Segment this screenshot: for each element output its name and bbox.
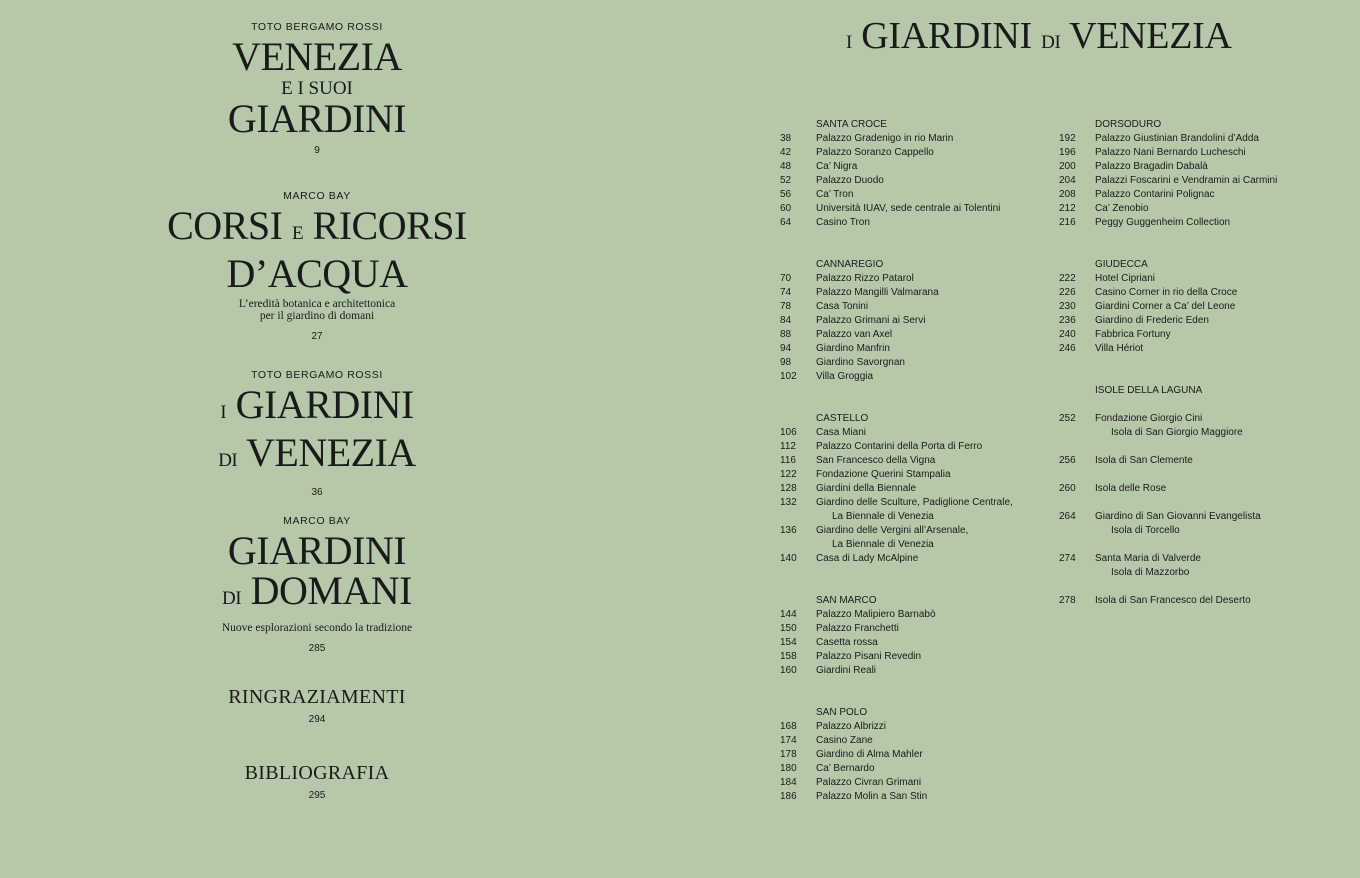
- entry-subtitle: La Biennale di Venezia: [832, 539, 934, 550]
- entry-page-number: 48: [780, 161, 792, 172]
- entry-page-number: 74: [780, 287, 792, 298]
- toc-entry[interactable]: [780, 202, 1050, 216]
- entry-name: Palazzo Rizzo Patarol: [816, 273, 914, 284]
- entry-page-number: 184: [780, 777, 797, 788]
- entry-name: Casa Miani: [816, 427, 867, 438]
- entry-page-number: 252: [1059, 413, 1076, 424]
- entry-wrapper: [816, 636, 1050, 650]
- toc-entry[interactable]: [780, 314, 1050, 328]
- entry-page-number: 154: [780, 637, 797, 648]
- toc-entry[interactable]: [780, 300, 1050, 314]
- toc-entry[interactable]: [1059, 412, 1359, 440]
- toc-entry[interactable]: [1059, 342, 1359, 356]
- entry-name: Palazzo Contarini Polignac: [1095, 189, 1215, 200]
- entry-page-number: 94: [780, 343, 792, 354]
- entry-name: Casa Tonini: [816, 301, 869, 312]
- entry-page-number: 78: [780, 301, 792, 312]
- page-number: 36: [311, 487, 323, 498]
- entry-wrapper: [816, 286, 1050, 300]
- entry-page-number: 136: [780, 525, 797, 536]
- district-group: [780, 412, 1050, 566]
- toc-section-giardini-domani[interactable]: [0, 515, 634, 654]
- toc-entry[interactable]: [780, 734, 1050, 748]
- toc-entry[interactable]: [780, 272, 1050, 286]
- title-word: VENEZIA: [1069, 15, 1232, 57]
- entry-page-number: 70: [780, 273, 792, 284]
- entry-wrapper: [1095, 412, 1359, 440]
- district-group: [780, 258, 1050, 384]
- entry-page-number: 128: [780, 483, 797, 494]
- page-number: 294: [308, 714, 326, 725]
- entry-name: Villa Groggia: [816, 371, 874, 382]
- entry-name: Villa Hériot: [1095, 343, 1144, 354]
- entry-wrapper: [1095, 160, 1359, 174]
- title-line: [0, 203, 634, 254]
- entry-page-number: 98: [780, 357, 792, 368]
- toc-entry[interactable]: [780, 454, 1050, 468]
- entry-page-number: 84: [780, 315, 792, 326]
- entry-wrapper: [1095, 202, 1359, 216]
- section-title: RINGRAZIAMENTI: [228, 686, 406, 708]
- toc-entry[interactable]: [1059, 594, 1359, 608]
- toc-entry[interactable]: [1059, 510, 1359, 538]
- author: MARCO BAY: [283, 515, 351, 527]
- toc-entry[interactable]: [780, 650, 1050, 664]
- entry-name: Palazzo Molin a San Stin: [816, 791, 928, 802]
- entry-page-number: 278: [1059, 595, 1076, 606]
- title-word: I: [220, 402, 227, 423]
- toc-entry[interactable]: [780, 762, 1050, 776]
- toc-entry[interactable]: [1059, 160, 1359, 174]
- toc-entry[interactable]: [780, 748, 1050, 762]
- entry-page-number: 140: [780, 553, 797, 564]
- entry-name: Giardino Manfrin: [816, 343, 890, 354]
- entry-wrapper: [1095, 328, 1359, 342]
- toc-entry[interactable]: [780, 664, 1050, 678]
- entry-name: Palazzo Soranzo Cappello: [816, 147, 934, 158]
- title-word: GIARDINI: [235, 382, 414, 427]
- entry-wrapper: [816, 748, 1050, 762]
- entry-page-number: 240: [1059, 329, 1076, 340]
- entry-wrapper: [1095, 286, 1359, 300]
- entry-wrapper: [816, 202, 1050, 216]
- entry-wrapper: [1095, 454, 1359, 468]
- entry-name: Palazzo Contarini della Porta di Ferro: [816, 441, 983, 452]
- toc-entry[interactable]: [1059, 272, 1359, 286]
- entry-name: Palazzo Mangilli Valmarana: [816, 287, 939, 298]
- entry-wrapper: [1095, 188, 1359, 202]
- toc-entry[interactable]: [780, 188, 1050, 202]
- entry-name: Giardino di Frederic Eden: [1095, 315, 1209, 326]
- entry-name: Casa di Lady McAlpine: [816, 553, 919, 564]
- district-heading: CANNAREGIO: [816, 259, 884, 270]
- entry-subtitle: La Biennale di Venezia: [832, 511, 934, 522]
- toc-entry[interactable]: [780, 370, 1050, 384]
- toc-entry[interactable]: [780, 328, 1050, 342]
- entry-page-number: 88: [780, 329, 792, 340]
- entry-page-number: 102: [780, 371, 797, 382]
- entry-wrapper: [816, 650, 1050, 664]
- toc-entry[interactable]: [1059, 146, 1359, 160]
- toc-entry[interactable]: [780, 524, 1050, 552]
- entry-page-number: 52: [780, 175, 792, 186]
- entry-wrapper: [816, 146, 1050, 160]
- entry-page-number: 226: [1059, 287, 1076, 298]
- entry-wrapper: [816, 174, 1050, 188]
- entry-wrapper: [1095, 146, 1359, 160]
- entry-wrapper: [1095, 510, 1359, 538]
- entry-wrapper: [816, 188, 1050, 202]
- entry-wrapper: [816, 552, 1050, 566]
- entry-wrapper: [816, 734, 1050, 748]
- entry-name: Palazzo Civran Grimani: [816, 777, 922, 788]
- toc-entry[interactable]: [780, 622, 1050, 636]
- entry-page-number: 204: [1059, 175, 1076, 186]
- entry-name: Isola delle Rose: [1095, 483, 1167, 494]
- title-word: DI: [1041, 32, 1061, 53]
- entry-page-number: 144: [780, 609, 797, 620]
- entry-page-number: 168: [780, 721, 797, 732]
- entry-page-number: 174: [780, 735, 797, 746]
- toc-section-corsi[interactable]: [0, 190, 634, 342]
- toc-entry[interactable]: [780, 440, 1050, 454]
- entry-wrapper: [816, 790, 1050, 804]
- entry-page-number: 236: [1059, 315, 1076, 326]
- district-group: [780, 706, 1050, 804]
- toc-entry[interactable]: [1059, 328, 1359, 342]
- entry-wrapper: [816, 720, 1050, 734]
- entry-page-number: 264: [1059, 511, 1076, 522]
- entry-wrapper: [816, 328, 1050, 342]
- district-group: [1059, 258, 1359, 356]
- entry-page-number: 246: [1059, 343, 1076, 354]
- entry-page-number: 160: [780, 665, 797, 676]
- toc-section-bibliografia[interactable]: [0, 762, 634, 801]
- district-heading: SAN MARCO: [816, 595, 877, 606]
- entry-name: Palazzo van Axel: [816, 329, 893, 340]
- entry-page-number: 216: [1059, 217, 1076, 228]
- entry-name: Giardino di San Giovanni Evangelista: [1095, 511, 1261, 522]
- title-line: [0, 430, 634, 481]
- entry-wrapper: [1095, 132, 1359, 146]
- toc-entry[interactable]: [1059, 132, 1359, 146]
- title-word: DI: [222, 588, 242, 609]
- title-word: CORSI: [167, 203, 283, 248]
- entry-name: Palazzo Bragadin Dabalà: [1095, 161, 1208, 172]
- title-word: I: [846, 32, 853, 53]
- entry-page-number: 60: [780, 203, 792, 214]
- title-word: GIARDINI: [861, 15, 1032, 57]
- toc-entry[interactable]: [780, 342, 1050, 356]
- entry-name: Giardini Reali: [816, 665, 877, 676]
- title-word: E: [291, 223, 304, 244]
- toc-entry[interactable]: [1059, 202, 1359, 216]
- entry-name: Giardino Savorgnan: [816, 357, 905, 368]
- entry-page-number: 158: [780, 651, 797, 662]
- toc-entry[interactable]: [780, 426, 1050, 440]
- district-group: [1059, 384, 1359, 608]
- entry-page-number: 274: [1059, 553, 1076, 564]
- entry-name: Fondazione Giorgio Cini: [1095, 413, 1203, 424]
- district-heading: SAN POLO: [816, 707, 868, 718]
- entry-wrapper: [816, 342, 1050, 356]
- district-heading: ISOLE DELLA LAGUNA: [1095, 385, 1203, 396]
- toc-entry[interactable]: [1059, 174, 1359, 188]
- subtitle: L’eredità botanica e architettonica: [238, 298, 396, 310]
- entry-name: Peggy Guggenheim Collection: [1095, 217, 1231, 228]
- section-title: BIBLIOGRAFIA: [244, 762, 390, 784]
- entry-wrapper: [816, 160, 1050, 174]
- entry-subtitle: Isola di Mazzorbo: [1111, 567, 1190, 578]
- entry-page-number: 56: [780, 189, 792, 200]
- toc-entry[interactable]: [1059, 482, 1359, 496]
- toc-entry[interactable]: [780, 132, 1050, 146]
- subtitle: per il giardino di domani: [259, 310, 375, 322]
- district-heading: SANTA CROCE: [816, 119, 887, 130]
- entry-wrapper: [1095, 272, 1359, 286]
- entry-name: Palazzo Grimani ai Servi: [816, 315, 926, 326]
- entry-wrapper: [816, 776, 1050, 790]
- toc-entry[interactable]: [780, 468, 1050, 482]
- entry-wrapper: [1095, 174, 1359, 188]
- entry-wrapper: [1095, 314, 1359, 328]
- entry-name: Casino Zane: [816, 735, 873, 746]
- entry-name: Palazzo Malipiero Barnabò: [816, 609, 936, 620]
- entry-wrapper: [816, 132, 1050, 146]
- entry-wrapper: [1095, 552, 1359, 580]
- entry-page-number: 196: [1059, 147, 1076, 158]
- entry-page-number: 116: [780, 455, 796, 466]
- entry-name: Palazzo Nani Bernardo Lucheschi: [1095, 147, 1246, 158]
- page-number: 9: [314, 145, 320, 156]
- entry-subtitle: Isola di San Giorgio Maggiore: [1111, 427, 1243, 438]
- toc-entry[interactable]: [1059, 188, 1359, 202]
- author: TOTO BERGAMO ROSSI: [251, 369, 383, 381]
- title-line: [0, 568, 634, 619]
- title-word: DOMANI: [250, 568, 412, 613]
- entry-wrapper: [816, 524, 1050, 552]
- toc-entry[interactable]: [780, 174, 1050, 188]
- entry-page-number: 200: [1059, 161, 1076, 172]
- entry-name: Giardini Corner a Ca’ del Leone: [1095, 301, 1236, 312]
- entry-page-number: 256: [1059, 455, 1076, 466]
- entry-name: Fabbrica Fortuny: [1095, 329, 1171, 340]
- entry-name: Palazzo Franchetti: [816, 623, 899, 634]
- entry-name: Ca’ Bernardo: [816, 763, 875, 774]
- entry-wrapper: [816, 496, 1050, 524]
- entry-wrapper: [816, 664, 1050, 678]
- toc-entry[interactable]: [780, 146, 1050, 160]
- toc-entry[interactable]: [780, 608, 1050, 622]
- entry-wrapper: [816, 426, 1050, 440]
- entry-wrapper: [816, 762, 1050, 776]
- toc-entry[interactable]: [780, 216, 1050, 230]
- entry-name: Giardino delle Vergini all’Arsenale,: [816, 525, 969, 536]
- title-line: D’ACQUA: [226, 251, 408, 296]
- toc-column-left: [780, 118, 1050, 832]
- district-group: [1059, 118, 1359, 230]
- district-group: [780, 118, 1050, 230]
- entry-name: San Francesco della Vigna: [816, 455, 936, 466]
- entry-wrapper: [1095, 482, 1359, 496]
- title-line: GIARDINI: [227, 528, 407, 573]
- page-number: 295: [308, 790, 326, 801]
- entry-page-number: 212: [1059, 203, 1076, 214]
- toc-entry[interactable]: [780, 356, 1050, 370]
- subtitle: Nuove esplorazioni secondo la tradizione: [221, 622, 413, 634]
- entry-name: Fondazione Querini Stampalia: [816, 469, 951, 480]
- entry-wrapper: [1095, 342, 1359, 356]
- district-heading: GIUDECCA: [1095, 259, 1148, 270]
- entry-name: Ca’ Nigra: [816, 161, 858, 172]
- district-heading: DORSODURO: [1095, 119, 1162, 130]
- entry-name: Giardini della Biennale: [816, 483, 917, 494]
- entry-page-number: 150: [780, 623, 797, 634]
- author: TOTO BERGAMO ROSSI: [251, 21, 383, 33]
- entry-page-number: 260: [1059, 483, 1076, 494]
- toc-entry[interactable]: [1059, 216, 1359, 230]
- toc-entry[interactable]: [780, 482, 1050, 496]
- entry-wrapper: [816, 216, 1050, 230]
- entry-page-number: 178: [780, 749, 797, 760]
- toc-entry[interactable]: [780, 790, 1050, 804]
- title-line: E I SUOI: [281, 78, 353, 99]
- entry-name: Giardino di Alma Mahler: [816, 749, 923, 760]
- entry-page-number: 222: [1059, 273, 1076, 284]
- entry-page-number: 122: [780, 469, 797, 480]
- title-line: VENEZIA: [232, 34, 402, 79]
- entry-page-number: 42: [780, 147, 792, 158]
- entry-name: Ca’ Tron: [816, 189, 854, 200]
- toc-column-right: [1059, 118, 1359, 636]
- entry-page-number: 38: [780, 133, 792, 144]
- entry-name: Università IUAV, sede centrale ai Tolentini: [816, 203, 1001, 214]
- entry-name: Casino Tron: [816, 217, 870, 228]
- entry-wrapper: [1095, 216, 1359, 230]
- entry-wrapper: [816, 482, 1050, 496]
- toc-section-ringraziamenti[interactable]: [0, 686, 634, 725]
- toc-entry[interactable]: [780, 496, 1050, 524]
- entry-name: Palazzo Giustinian Brandolini d’Adda: [1095, 133, 1259, 144]
- toc-entry[interactable]: [780, 552, 1050, 566]
- entry-wrapper: [816, 608, 1050, 622]
- entry-name: Casetta rossa: [816, 637, 878, 648]
- page-number: 285: [308, 643, 326, 654]
- entry-page-number: 180: [780, 763, 797, 774]
- right-page-title: [846, 14, 1240, 58]
- toc-entry[interactable]: [780, 636, 1050, 650]
- entry-wrapper: [816, 314, 1050, 328]
- entry-name: Palazzo Pisani Revedin: [816, 651, 922, 662]
- entry-name: Palazzo Duodo: [816, 175, 884, 186]
- entry-page-number: 208: [1059, 189, 1076, 200]
- title-line: GIARDINI: [227, 96, 407, 141]
- toc-section-giardini-venezia[interactable]: [0, 369, 634, 498]
- toc-entry[interactable]: [780, 160, 1050, 174]
- title-word: DI: [218, 450, 238, 471]
- entry-wrapper: [816, 272, 1050, 286]
- entry-page-number: 64: [780, 217, 792, 228]
- title-word: RICORSI: [312, 203, 467, 248]
- entry-name: Isola di San Francesco del Deserto: [1095, 595, 1251, 606]
- page-number: 27: [311, 331, 323, 342]
- district-group: [780, 594, 1050, 678]
- toc-entry[interactable]: [1059, 552, 1359, 580]
- entry-name: Palazzo Gradenigo in rio Marin: [816, 133, 954, 144]
- entry-wrapper: [1095, 300, 1359, 314]
- entry-wrapper: [816, 440, 1050, 454]
- entry-wrapper: [816, 370, 1050, 384]
- entry-wrapper: [816, 454, 1050, 468]
- entry-page-number: 106: [780, 427, 797, 438]
- entry-page-number: 230: [1059, 301, 1076, 312]
- entry-page-number: 192: [1059, 133, 1076, 144]
- toc-entry[interactable]: [1059, 314, 1359, 328]
- toc-section-venezia[interactable]: [0, 21, 634, 156]
- entry-page-number: 186: [780, 791, 797, 802]
- title-line: [0, 382, 634, 433]
- toc-entry[interactable]: [780, 720, 1050, 734]
- entry-wrapper: [1095, 594, 1359, 608]
- entry-name: Giardino delle Sculture, Padiglione Centrale,: [816, 497, 1013, 508]
- author: MARCO BAY: [283, 190, 351, 202]
- title-word: VENEZIA: [246, 430, 416, 475]
- toc-entry[interactable]: [780, 286, 1050, 300]
- entry-subtitle: Isola di Torcello: [1111, 525, 1180, 536]
- entry-name: Palazzi Foscarini e Vendramin ai Carmini: [1095, 175, 1278, 186]
- entry-page-number: 132: [780, 497, 797, 508]
- toc-entry[interactable]: [1059, 454, 1359, 468]
- entry-name: Palazzo Albrizzi: [816, 721, 887, 732]
- entry-name: Casino Corner in rio della Croce: [1095, 287, 1238, 298]
- entry-name: Isola di San Clemente: [1095, 455, 1193, 466]
- entry-name: Hotel Cipriani: [1095, 273, 1156, 284]
- entry-page-number: 112: [780, 441, 796, 452]
- entry-name: Santa Maria di Valverde: [1095, 553, 1201, 564]
- entry-name: Ca’ Zenobio: [1095, 203, 1149, 214]
- entry-wrapper: [816, 622, 1050, 636]
- toc-entry[interactable]: [1059, 300, 1359, 314]
- district-heading: CASTELLO: [816, 413, 869, 424]
- entry-wrapper: [816, 356, 1050, 370]
- toc-entry[interactable]: [780, 776, 1050, 790]
- entry-wrapper: [816, 468, 1050, 482]
- toc-entry[interactable]: [1059, 286, 1359, 300]
- entry-wrapper: [816, 300, 1050, 314]
